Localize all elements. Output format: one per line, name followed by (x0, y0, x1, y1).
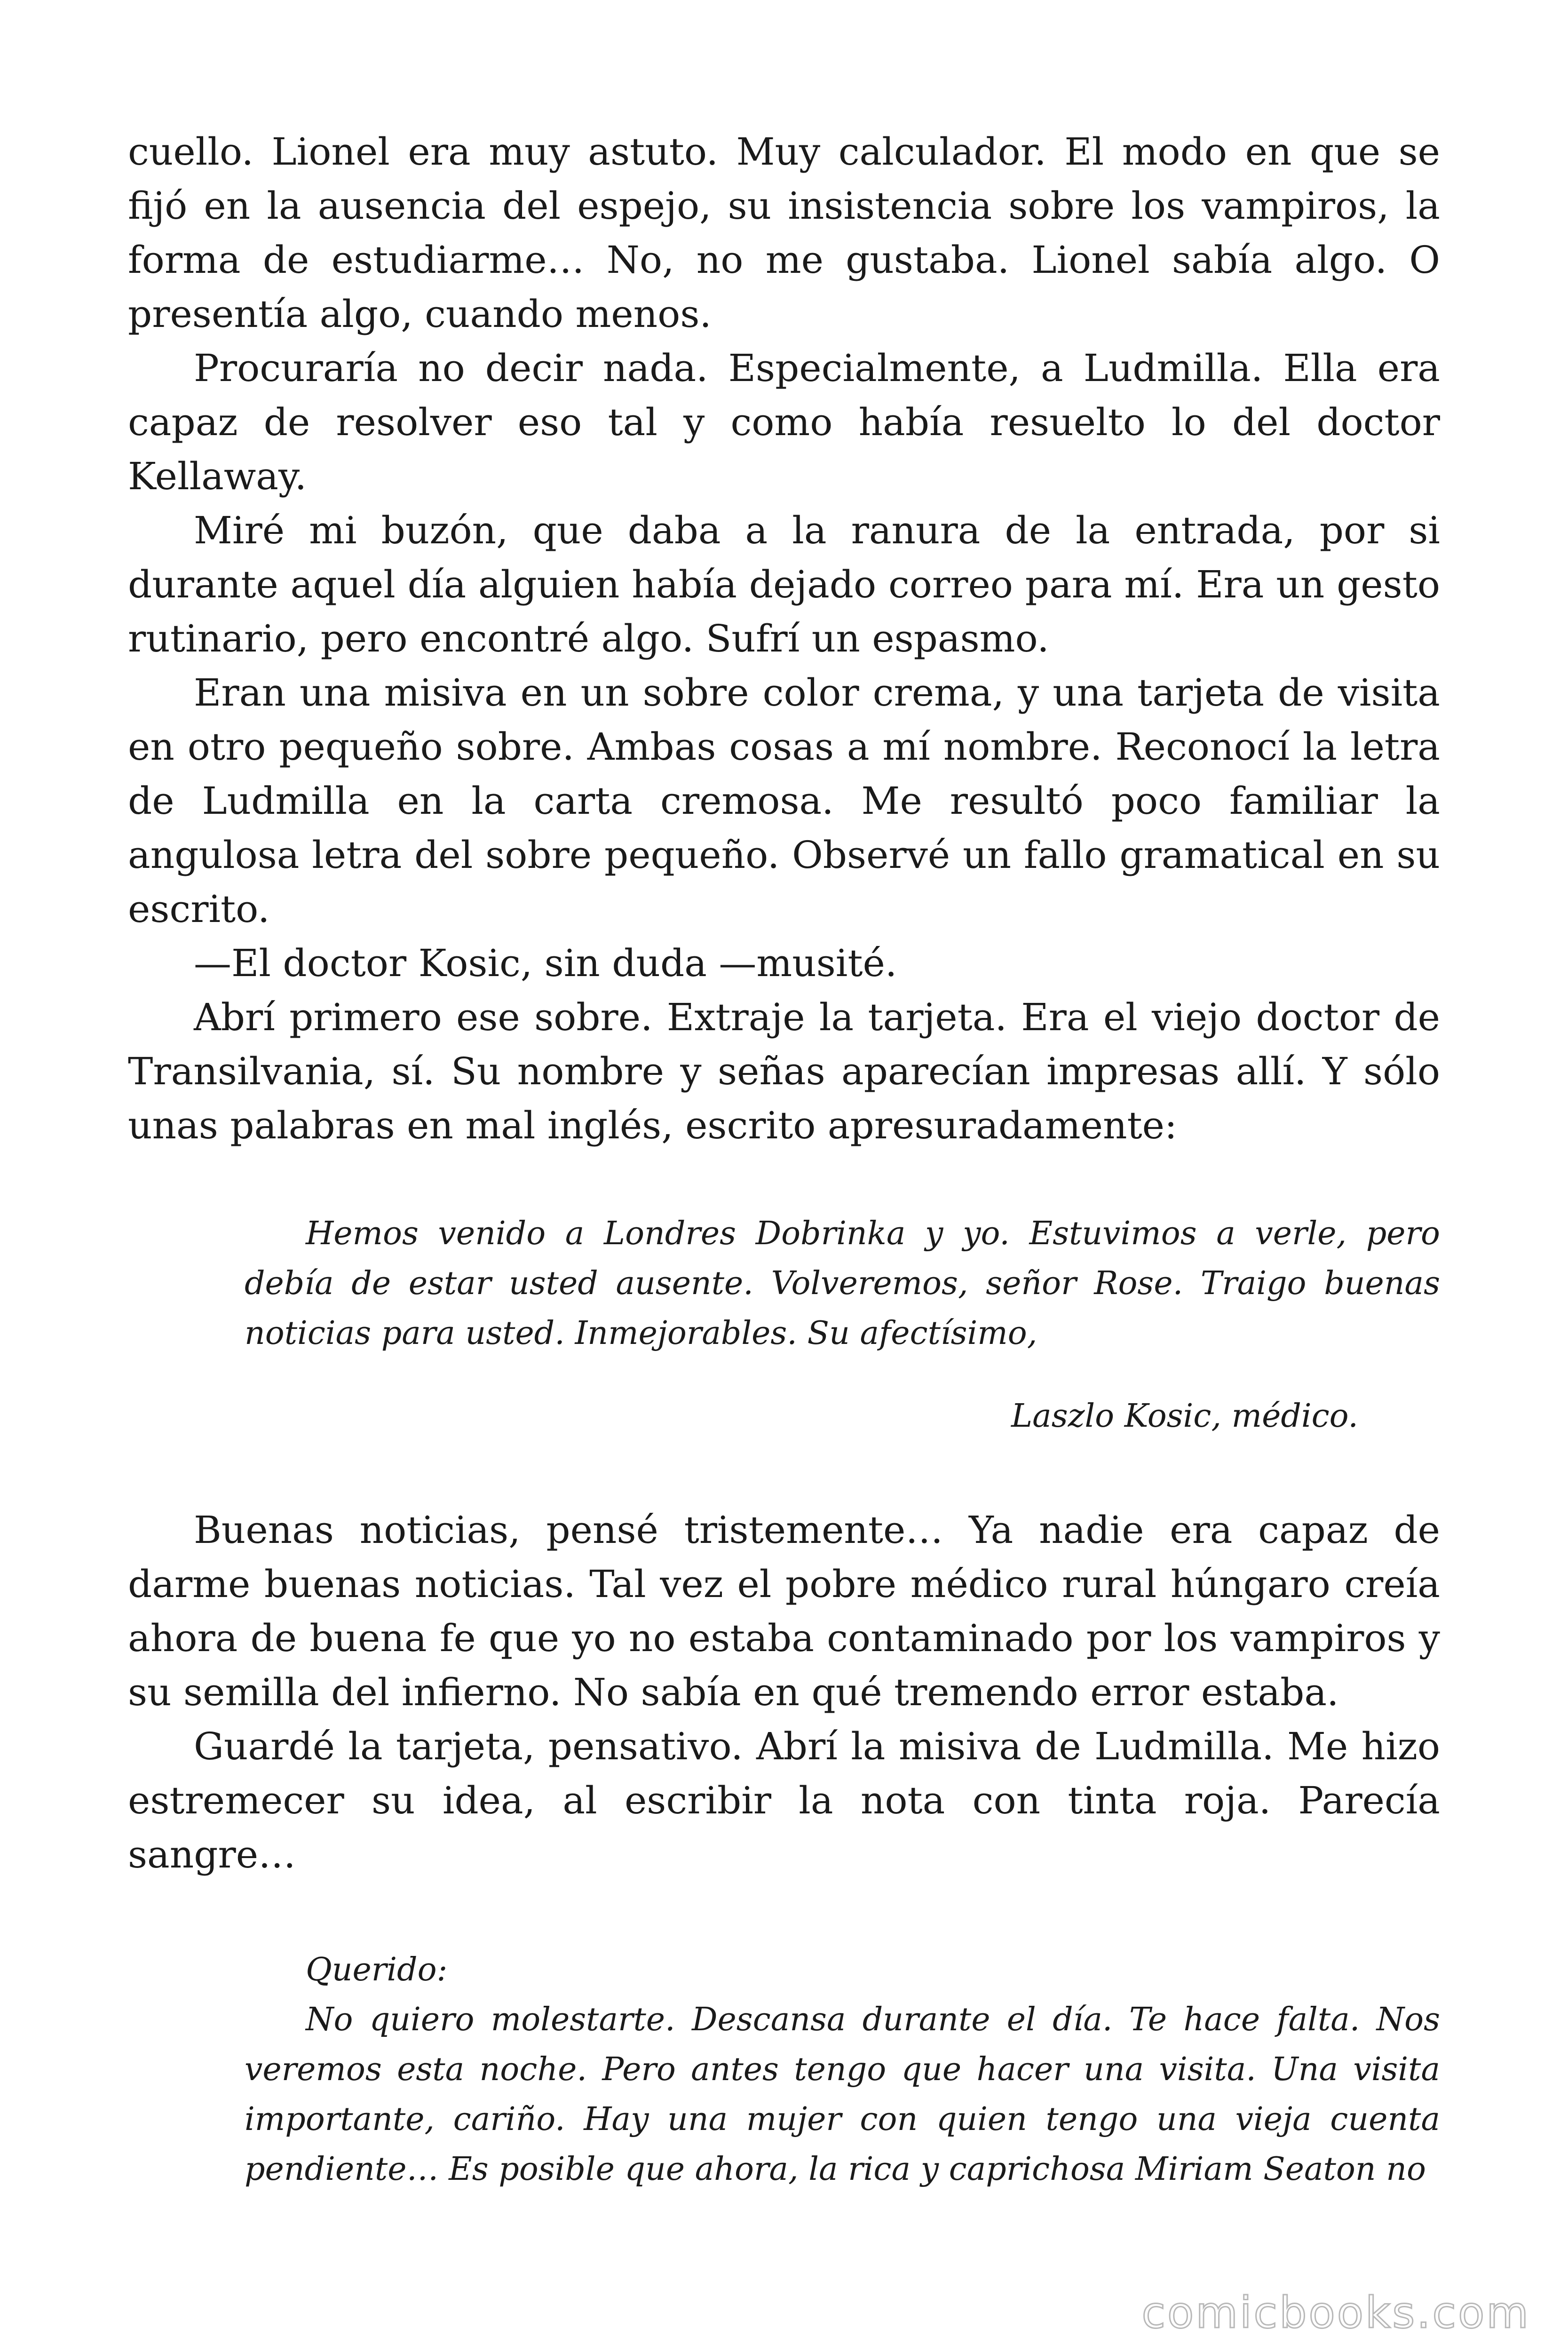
dialogue-line: —El doctor Kosic, sin duda —musité. (194, 941, 897, 985)
letter-body: Hemos venido a Londres Dobrinka y yo. Estuvimos a verle, pero debía de estar usted ausente. Volveremos, señor Rose. Traigo buenas noticias para usted. Inmejorables. Su afectísimo, (245, 1215, 1440, 1352)
letter-body: No quiero molestarte. Descansa durante el día. Te hace falta. Nos veremos esta noche. Pero antes tengo que hacer una visita. Una visita importante, cariño. Hay una mujer con quien tengo una vieja cuenta pendiente… Es posible que ahora, la rica y caprichosa Miriam Seaton no (245, 2001, 1440, 2188)
paragraph: Abrí primero ese sobre. Extraje la tarjeta. Era el viejo doctor de Transilvania, sí. Su nombre y señas aparecían impresas allí. Y sólo unas palabras en mal inglés, escrito apresuradamente: (128, 995, 1440, 1147)
paragraph: cuello. Lionel era muy astuto. Muy calculador. El modo en que se fijó en la ausencia del espejo, su insistencia sobre los vampiros, la forma de estudiarme… No, no me gustaba. Lionel sabía algo. O presentía algo, cuando menos. (128, 130, 1440, 336)
letter-signature: Laszlo Kosic, médico. (1011, 1398, 1359, 1435)
main-text-section-2 (128, 1503, 1440, 1882)
paragraph: Procuraría no decir nada. Especialmente, a Ludmilla. Ella era capaz de resolver eso tal y como había resuelto lo del doctor Kellaway. (128, 346, 1440, 498)
paragraph: Eran una misiva en un sobre color crema, y una tarjeta de visita en otro pequeño sobre. Ambas cosas a mí nombre. Reconocí la letra de Ludmilla en la carta cremosa. Me resultó poco familiar la angulosa letra del sobre pequeño. Observé un fallo gramatical en su escrito. (128, 671, 1440, 931)
site-watermark: comicbooks.com (1141, 2288, 1530, 2338)
letter-salutation: Querido: (306, 1951, 448, 1988)
paragraph: Buenas noticias, pensé tristemente… Ya nadie era capaz de darme buenas noticias. Tal vez el pobre médico rural húngaro creía ahora de buena fe que yo no estaba contaminado por los vampiros y su semilla del infierno. No sabía en qué tremendo error estaba. (128, 1508, 1440, 1714)
main-text-section-1 (128, 125, 1440, 1152)
paragraph: Guardé la tarjeta, pensativo. Abrí la misiva de Ludmilla. Me hizo estremecer su idea, al escribir la nota con tinta roja. Parecía sangre… (128, 1724, 1440, 1876)
paragraph: Miré mi buzón, que daba a la ranura de la entrada, por si durante aquel día alguien había dejado correo para mí. Era un gesto rutinario, pero encontré algo. Sufrí un espasmo. (128, 509, 1440, 660)
ludmilla-letter (245, 1945, 1440, 2194)
kosic-card-note (245, 1209, 1440, 1359)
